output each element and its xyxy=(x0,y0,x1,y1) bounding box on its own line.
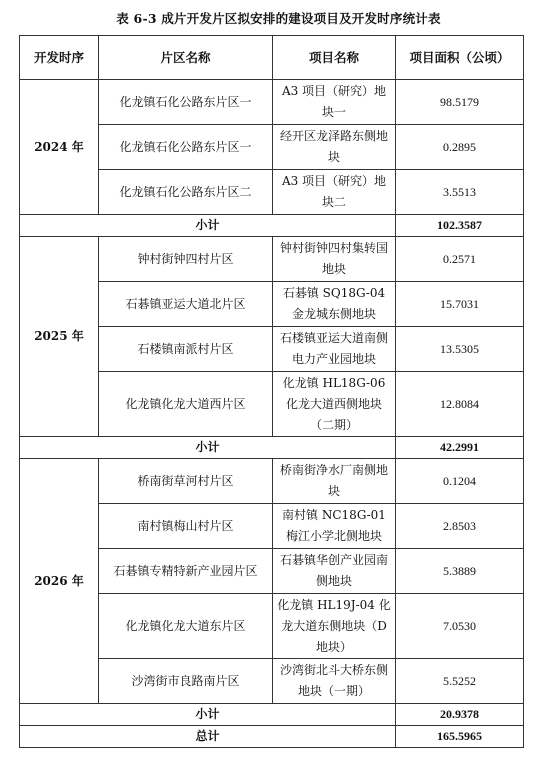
header-period: 开发时序 xyxy=(20,36,99,80)
table-row xyxy=(20,237,524,282)
district-cell: 化龙镇化龙大道西片区 xyxy=(99,372,273,437)
subtotal-value: 102.3587 xyxy=(396,215,524,237)
header-project: 项目名称 xyxy=(273,36,396,80)
project-cell: 桥南街净水厂南侧地块 xyxy=(273,459,396,504)
project-cell: 经开区龙泽路东侧地块 xyxy=(273,125,396,170)
district-cell: 石碁镇专精特新产业园片区 xyxy=(99,549,273,594)
district-cell: 桥南街草河村片区 xyxy=(99,459,273,504)
district-cell: 钟村街钟四村片区 xyxy=(99,237,273,282)
subtotal-row xyxy=(20,704,524,726)
header-area: 项目面积（公顷） xyxy=(396,36,524,80)
table-title: 表 6-3 成片开发片区拟安排的建设项目及开发时序统计表 xyxy=(116,11,441,26)
district-cell: 化龙镇石化公路东片区一 xyxy=(99,80,273,125)
subtotal-label: 小计 xyxy=(20,215,396,237)
district-cell: 化龙镇石化公路东片区二 xyxy=(99,170,273,215)
district-cell: 沙湾街市良路南片区 xyxy=(99,659,273,704)
subtotal-label: 小计 xyxy=(20,704,396,726)
year-cell: 2024 年 xyxy=(20,80,99,215)
area-cell: 7.0530 xyxy=(396,594,524,659)
project-cell: 石楼镇亚运大道南侧电力产业园地块 xyxy=(273,327,396,372)
area-cell: 12.8084 xyxy=(396,372,524,437)
total-label: 总计 xyxy=(20,726,396,748)
area-cell: 5.3889 xyxy=(396,549,524,594)
project-cell: 南村镇 NC18G-01 梅江小学北侧地块 xyxy=(273,504,396,549)
total-row xyxy=(20,726,524,748)
project-cell: A3 项目（研究）地块二 xyxy=(273,170,396,215)
area-cell: 0.1204 xyxy=(396,459,524,504)
project-cell: 石碁镇华创产业园南侧地块 xyxy=(273,549,396,594)
subtotal-row xyxy=(20,437,524,459)
area-cell: 98.5179 xyxy=(396,80,524,125)
project-cell: 化龙镇 HL19J-04 化龙大道东侧地块（D 地块） xyxy=(273,594,396,659)
header-row xyxy=(20,36,524,80)
district-cell: 石楼镇南派村片区 xyxy=(99,327,273,372)
total-value: 165.5965 xyxy=(396,726,524,748)
project-cell: 石碁镇 SQ18G-04 金龙城东侧地块 xyxy=(273,282,396,327)
area-cell: 5.5252 xyxy=(396,659,524,704)
table-row xyxy=(20,80,524,125)
year-cell: 2026 年 xyxy=(20,459,99,704)
project-cell: 沙湾街北斗大桥东侧地块（一期） xyxy=(273,659,396,704)
district-cell: 化龙镇石化公路东片区一 xyxy=(99,125,273,170)
area-cell: 0.2895 xyxy=(396,125,524,170)
area-cell: 3.5513 xyxy=(396,170,524,215)
table-row xyxy=(20,459,524,504)
year-cell: 2025 年 xyxy=(20,237,99,437)
district-cell: 石碁镇亚运大道北片区 xyxy=(99,282,273,327)
project-cell: A3 项目（研究）地块一 xyxy=(273,80,396,125)
area-cell: 2.8503 xyxy=(396,504,524,549)
area-cell: 15.7031 xyxy=(396,282,524,327)
subtotal-label: 小计 xyxy=(20,437,396,459)
subtotal-value: 42.2991 xyxy=(396,437,524,459)
area-cell: 13.5305 xyxy=(396,327,524,372)
area-cell: 0.2571 xyxy=(396,237,524,282)
district-cell: 南村镇梅山村片区 xyxy=(99,504,273,549)
project-cell: 化龙镇 HL18G-06 化龙大道西侧地块（二期） xyxy=(273,372,396,437)
statistics-table xyxy=(19,35,524,748)
district-cell: 化龙镇化龙大道东片区 xyxy=(99,594,273,659)
subtotal-row xyxy=(20,215,524,237)
header-district: 片区名称 xyxy=(99,36,273,80)
subtotal-value: 20.9378 xyxy=(396,704,524,726)
project-cell: 钟村街钟四村集转国地块 xyxy=(273,237,396,282)
